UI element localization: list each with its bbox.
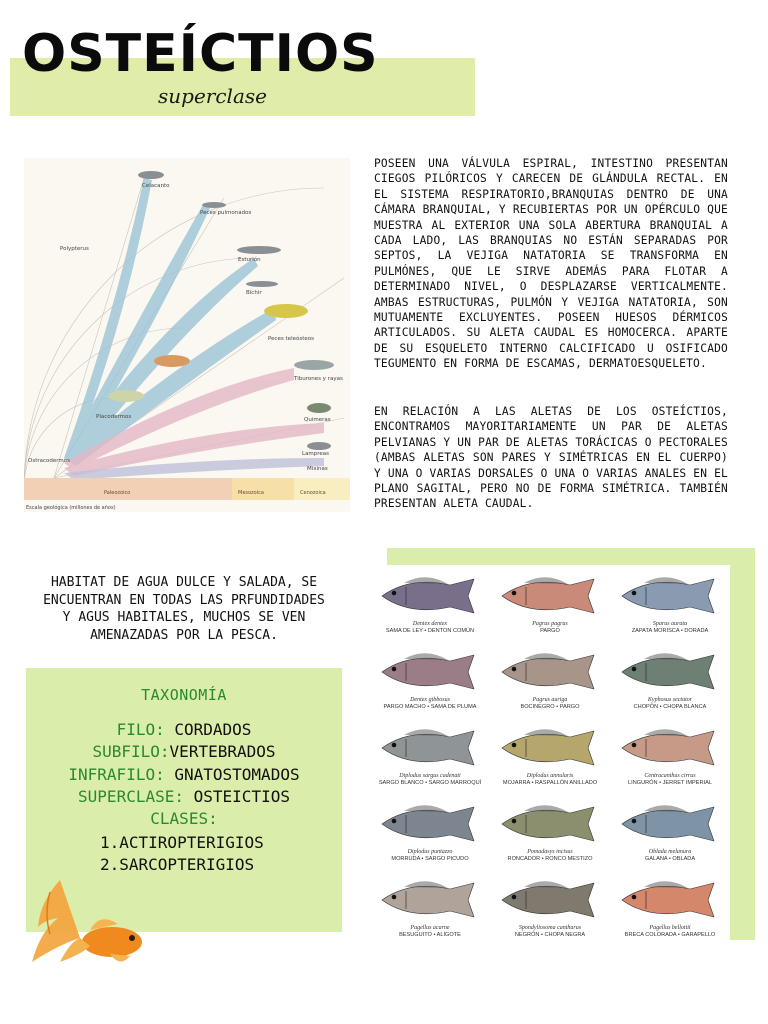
fish-common-name: CHOPÓN • CHOPA BLANCA <box>633 704 707 710</box>
evolution-diagram <box>24 158 350 512</box>
diagram-label: Polypterus <box>60 246 89 252</box>
class-item: 2.SARCOPTERIGIOS <box>100 855 255 874</box>
fish-scientific-name: Diplodus sargus cadenati <box>399 773 461 779</box>
fish-icon <box>490 875 610 925</box>
fish-icon <box>610 723 730 773</box>
diagram-label: Esturión <box>238 257 261 263</box>
fish-scientific-name: Diplodus puntazzo <box>407 849 453 855</box>
fish-specimen <box>610 647 730 711</box>
page-subtitle: superclase <box>158 84 267 108</box>
taxonomy-filo: FILO: CORDADOS <box>116 720 252 739</box>
fish-specimen <box>370 571 490 635</box>
fish-common-name: SARGO BLANCO • SARGO MARROQUÍ <box>378 780 482 786</box>
fish-specimen <box>610 571 730 635</box>
fish-scientific-name: Diplodus annularis <box>526 773 574 779</box>
fish-common-name: PARGO MACHO • SAMA DE PLUMA <box>383 704 477 710</box>
fish-plate <box>370 565 730 949</box>
class-item: 1.ACTIROPTERIGIOS <box>100 833 264 852</box>
fish-scientific-name: Spondyliosoma cantharus <box>518 925 582 931</box>
fish-scientific-name: Centracanthus cirrus <box>644 773 696 779</box>
fish-specimen <box>490 571 610 635</box>
diagram-label: Quimeras <box>304 417 331 423</box>
diagram-label: Peces pulmonados <box>200 210 252 216</box>
taxonomy-subfilo: SUBFILO:VERTEBRADOS <box>92 742 276 761</box>
fish-common-name: RONCADOR • RONCO MESTIZO <box>507 856 593 862</box>
fish-common-name: SAMA DE LEY • DENTON COMÚN <box>385 628 475 634</box>
fish-icon <box>370 723 490 773</box>
fish-specimen <box>490 875 610 939</box>
diagram-label: Bichir <box>246 290 262 296</box>
fish-icon <box>610 571 730 621</box>
fish-icon <box>490 647 610 697</box>
diagram-label: Celacanto <box>142 183 170 189</box>
fish-specimen <box>370 799 490 863</box>
fish-icon <box>490 723 610 773</box>
fish-common-name: BESUGUITO • ALIGOTE <box>399 932 461 938</box>
taxonomy-superclase: SUPERCLASE: OSTEICTIOS <box>78 787 290 806</box>
fish-specimen <box>370 875 490 939</box>
fish-specimen <box>370 647 490 711</box>
era-label: Paleozoico <box>104 490 131 496</box>
fish-common-name: LINGURÓN • JERRET IMPERIAL <box>628 780 712 786</box>
fish-scientific-name: Pagellus bellottii <box>649 925 691 931</box>
fish-specimen <box>610 799 730 863</box>
fish-common-name: MOJARRA • RASPALLÓN ANILLADO <box>502 780 598 786</box>
diagram-label: Peces teleósteos <box>268 336 314 342</box>
fish-specimen <box>490 647 610 711</box>
fish-icon <box>490 799 610 849</box>
fish-scientific-name: Pagrus auriga <box>532 697 568 703</box>
fish-icon <box>490 571 610 621</box>
class-list <box>100 832 264 876</box>
fish-icon <box>370 875 490 925</box>
fish-common-name: ZAPATA MORISCA • DORADA <box>631 628 709 634</box>
taxonomy-infrafilo: INFRAFILO: GNATOSTOMADOS <box>68 765 300 784</box>
diagram-label: Mixinas <box>307 466 328 472</box>
fish-scientific-name: Oblada melanura <box>648 849 692 855</box>
era-label: Mesozoica <box>238 490 264 496</box>
fish-scientific-name: Dentex dentex <box>412 621 448 627</box>
diagram-label: Placodermos <box>96 414 132 420</box>
fish-specimen <box>610 875 730 939</box>
fish-scientific-name: Sparus aurata <box>652 621 688 627</box>
page-title: OSTEÍCTIOS <box>22 24 379 84</box>
era-label: Cenozoica <box>300 490 326 496</box>
fish-common-name: NEGRÓN • CHOPA NEGRA <box>514 932 586 938</box>
fish-scientific-name: Kyphosus sectator <box>647 697 693 703</box>
fish-icon <box>370 647 490 697</box>
fish-scientific-name: Pagellus acarne <box>410 925 450 931</box>
fish-common-name: GALANA • OBLADA <box>644 856 696 862</box>
fish-scientific-name: Pagrus pagrus <box>532 621 568 627</box>
fish-common-name: BOCINEGRO • PARGO <box>520 704 580 710</box>
fish-common-name: BRECA COLORADA • GARAPELLO <box>624 932 716 938</box>
fish-specimen <box>370 723 490 787</box>
scale-label: Escala geológica (millones de años) <box>26 505 116 511</box>
description-paragraph-2: EN RELACIÓN A LAS ALETAS DE LOS OSTEÍCTIOS, ENCONTRAMOS MAYORITARIAMENTE UN PAR DE ALETAS PELVIANAS Y UN PAR DE ALETAS TORÁCICAS O PECTORALES (AMBAS ALETAS SON PARES Y SIMÉTRICAS EN EL CUERPO) Y UNA O VARIAS DORSALES O UNA O VARIAS ANALES EN EL PLANO SAGITAL, PERO NO DE FORMA SIMÉTRICA. TAMBIÉN PRESENTAN ALETA CAUDAL. <box>374 405 728 511</box>
fish-common-name: PARGO <box>540 628 560 634</box>
diagram-label: Tiburones y rayas <box>294 376 343 382</box>
diagram-label: Lampreas <box>302 451 330 457</box>
taxonomy-clases: CLASES: <box>150 809 218 828</box>
fish-icon <box>370 799 490 849</box>
fish-specimen <box>610 723 730 787</box>
habitat-text: HABITAT DE AGUA DULCE Y SALADA, SE ENCUENTRAN EN TODAS LAS PRFUNDIDADES Y AGUS HABITALES, MUCHOS SE VEN AMENAZADAS POR LA PESCA. <box>43 575 325 643</box>
fish-icon <box>610 875 730 925</box>
taxonomy-title: TAXONOMÍA <box>141 686 227 704</box>
fish-icon <box>610 647 730 697</box>
goldfish-illustration <box>20 872 170 972</box>
fish-common-name: MORRUDA • SARGO PICUDO <box>391 856 469 862</box>
diagram-label: Ostracodermos <box>28 458 70 464</box>
fish-scientific-name: Pomadasys incisus <box>527 849 573 855</box>
fish-scientific-name: Dentex gibbosus <box>410 697 450 703</box>
fish-icon <box>370 571 490 621</box>
fish-specimen <box>490 723 610 787</box>
fish-specimen <box>490 799 610 863</box>
fish-icon <box>610 799 730 849</box>
description-paragraph-1: POSEEN UNA VÁLVULA ESPIRAL, INTESTINO PRESENTAN CIEGOS PILÓRICOS Y CARECEN DE GLÁNDULA RECTAL. EN EL SISTEMA RESPIRATORIO,BRANQUIAS DENTRO DE UNA CÁMARA BRANQUIAL, Y RECUBIERTAS POR UN OPÉRCULO QUE MUESTRA AL EXTERIOR UNA SOLA ABERTURA BRANQUIAL A CADA LADO, LAS BRANQUIAS NO ESTÁN SEPARADAS POR SEPTOS, LA VEJIGA NATATORIA SE TRANSFORMA EN PULMÓNES, QUE LE SIRVE ADEMÁS PARA FLOTAR A DETERMINADO NIVEL, O DESPLAZARSE VERTICALMENTE. AMBAS ESTRUCTURAS, PULMÓN Y VEJIGA NATATORIA, SON MUTUAMENTE EXCLUYENTES. POSEEN HUESOS DÉRMICOS ARTICULADOS. SU ALETA CAUDAL ES HOMOCERCA. APARTE DE SU ESQUELETO INTERNO CALCIFICADO U OSIFICADO TEGUMENTO EN FORMA DE ESCAMAS, DERMATOESQUELETO. <box>374 157 728 371</box>
